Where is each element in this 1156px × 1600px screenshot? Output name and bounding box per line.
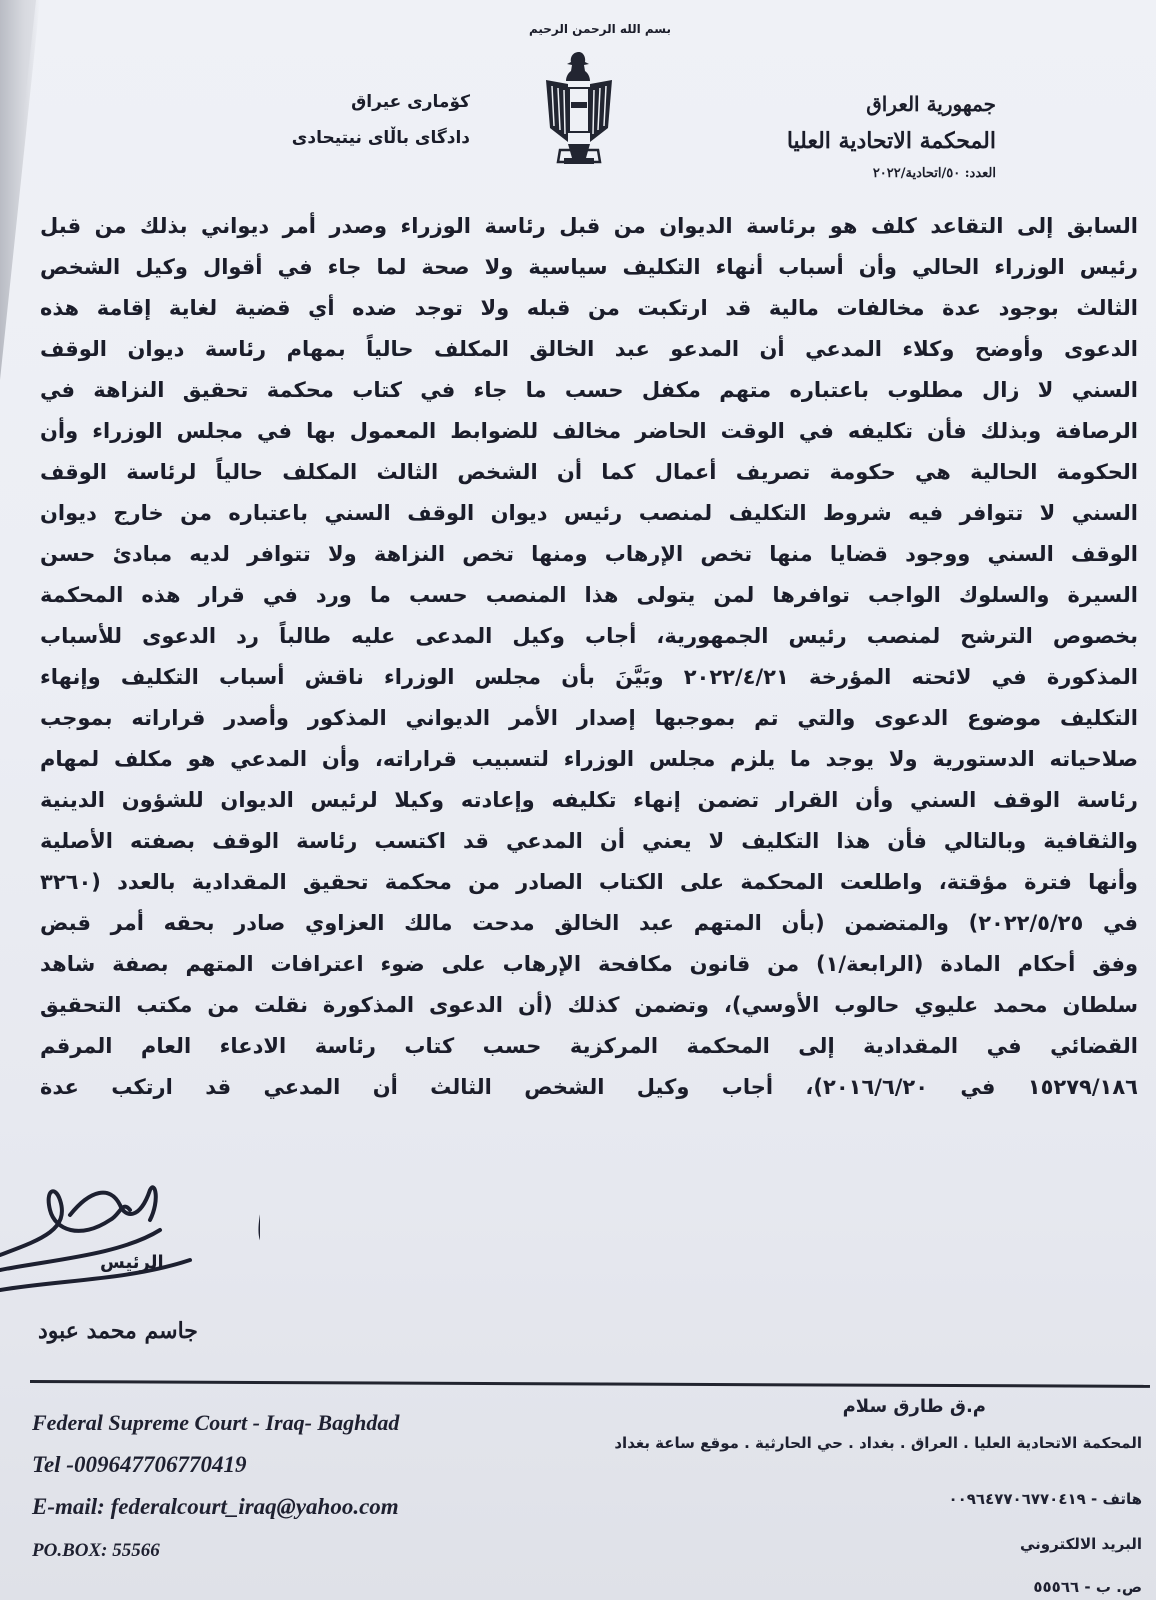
body-line: سلطان محمد عليوي حالوب الأوسي)، وتضمن كذلك (أن الدعوى المذكورة نقلت من مكتب التحقيق bbox=[40, 993, 1138, 1017]
signature-title: الرئيس bbox=[100, 1252, 164, 1273]
body-line: السابق إلى التقاعد كلف هو برئاسة الديوان من قبل رئاسة الوزراء وصدر أمر ديواني بذلك من قبل bbox=[40, 214, 1138, 238]
body-line: ١٥٢٧٩/١٨٦ في ٢٠١٦/٦/٢٠)، أجاب وكيل الشخص الثالث أن المدعي قد ارتكب عدة bbox=[40, 1075, 1138, 1099]
body-line: السيرة والسلوك الواجب توافرها لمن يتولى هذا المنصب حسب ما ورد في قرار هذه المحكمة bbox=[40, 583, 1138, 607]
body-line: وفق أحكام المادة (الرابعة/١) من قانون مكافحة الإرهاب على ضوء اعترافات المتهم بصفة شاهد bbox=[40, 952, 1138, 976]
body-line: السني لا تتوافر فيه شروط التكليف لمنصب رئيس ديوان الوقف السني باعتباره من خارج ديوان bbox=[40, 501, 1138, 525]
body-line: السني لا زال مطلوب باعتباره متهم مكفل حسب ما جاء في كتاب محكمة تحقيق النزاهة في bbox=[40, 378, 1138, 402]
body-line: رئاسة الوقف السني وأن القرار تضمن إنهاء تكليفه وإعادته وكيلا لرئيس الديوان للشؤون الدينية bbox=[40, 788, 1138, 812]
footer-telephone-en: Tel -009647706770419 bbox=[32, 1452, 247, 1477]
body-line: رئيس الوزراء الحالي وأن أسباب أنهاء التكليف سياسية ولا صحة لما جاء في أقوال وكيل الشخص bbox=[40, 255, 1138, 279]
footer-clerk-name: م.ق طارق سلام bbox=[842, 1396, 986, 1417]
iraq-eagle-emblem-icon bbox=[538, 50, 620, 170]
court-name-kurdish: دادگای باڵای نیتیحادی bbox=[291, 128, 470, 148]
page-curl-shadow bbox=[0, 0, 40, 380]
basmala: بسم الله الرحمن الرحيم bbox=[528, 22, 672, 36]
footer-pobox-ar: ص. ب - ٥٥٥٦٦ bbox=[1033, 1578, 1142, 1596]
footer-telephone-ar: هاتف - ٠٠٩٦٤٧٧٠٦٧٧٠٤١٩ bbox=[948, 1490, 1142, 1508]
footer-address-ar: المحكمة الاتحادية العليا . العراق . بغداد . حي الحارثية . موقع ساعة بغداد bbox=[614, 1434, 1142, 1452]
body-line: والثقافية وبالتالي فأن هذا التكليف لا يعني أن المدعي قد اكتسب رئاسة الوقف بصفته الأصلية bbox=[40, 829, 1138, 853]
body-line: القضائي في المقدادية إلى المحكمة المركزية حسب كتاب رئاسة الادعاء العام المرقم bbox=[40, 1034, 1138, 1058]
body-line: الثالث بوجود عدة مخالفات مالية قد ارتكبت من قبله ولا توجد ضده أي قضية لغاية إقامة هذه bbox=[40, 296, 1138, 320]
body-line: الرصافة وبذلك فأن تكليفه في الوقت الحاضر مخالف للضوابط المعمول بها في مجلس الوزراء وأن bbox=[40, 419, 1138, 443]
case-number: العدد: ٥٠/اتحادية/٢٠٢٢ bbox=[872, 166, 996, 181]
header-right-block bbox=[766, 92, 996, 181]
signatory-name: جاسم محمد عبود bbox=[38, 1318, 198, 1344]
judgment-body-text bbox=[40, 206, 1138, 1108]
republic-name-kurdish: كۆماری عیراق bbox=[351, 92, 470, 112]
body-line: التكليف موضوع الدعوى والتي تم بموجبها إصدار الأمر الديواني المذكور وأصدر قراراته بموجب bbox=[40, 706, 1138, 730]
footer-pobox-en: PO.BOX: 55566 bbox=[32, 1540, 160, 1561]
body-line: المذكورة في لائحته المؤرخة ٢٠٢٢/٤/٢١ وبَيَّنَ بأن مجلس الوزراء ناقش أسباب التكليف وإنهاء bbox=[40, 665, 1138, 689]
body-line: بخصوص الترشح لمنصب رئيس الجمهورية، أجاب وكيل المدعى عليه طالباً رد الدعوى للأسباب bbox=[40, 624, 1138, 648]
body-line: الحكومة الحالية هي حكومة تصريف أعمال كما أن الشخص الثالث المكلف حالياً لرئاسة الوقف bbox=[40, 460, 1138, 484]
court-name: المحكمة الاتحادية العليا bbox=[786, 128, 996, 154]
footer-email-en: E-mail: federalcourt_iraq@yahoo.com bbox=[32, 1494, 399, 1519]
footer-email-ar: البريد الالكتروني bbox=[1020, 1535, 1142, 1553]
body-line: الوقف السني ووجود قضايا منها تخص الإرهاب ومنها تخص النزاهة ولا تتوافر لديه مبادئ حسن bbox=[40, 542, 1138, 566]
republic-name: جمهورية العراق bbox=[866, 92, 996, 116]
body-line: في ٢٠٢٢/٥/٢٥) والمتضمن (بأن المتهم عبد الخالق مدحت مالك العزاوي صادر بحقه أمر قبض bbox=[40, 911, 1138, 935]
body-line: وأنها فترة مؤقتة، واطلعت المحكمة على الكتاب الصادر من محكمة تحقيق المقدادية بالعدد (٣٢٦٠ bbox=[40, 870, 1138, 894]
body-line: الدعوى وأوضح وكلاء المدعي أن المدعو عبد الخالق المكلف حالياً بمهام رئاسة ديوان الوقف bbox=[40, 337, 1138, 361]
footer-divider bbox=[30, 1380, 1150, 1388]
header-left-block bbox=[240, 92, 470, 148]
footer-court-name-en: Federal Supreme Court - Iraq- Baghdad bbox=[32, 1410, 400, 1435]
body-line: صلاحياته الدستورية ولا يوجد ما يلزم مجلس الوزراء لتسبيب قراراته، وأن المدعي هو مكلف لمهام bbox=[40, 747, 1138, 771]
